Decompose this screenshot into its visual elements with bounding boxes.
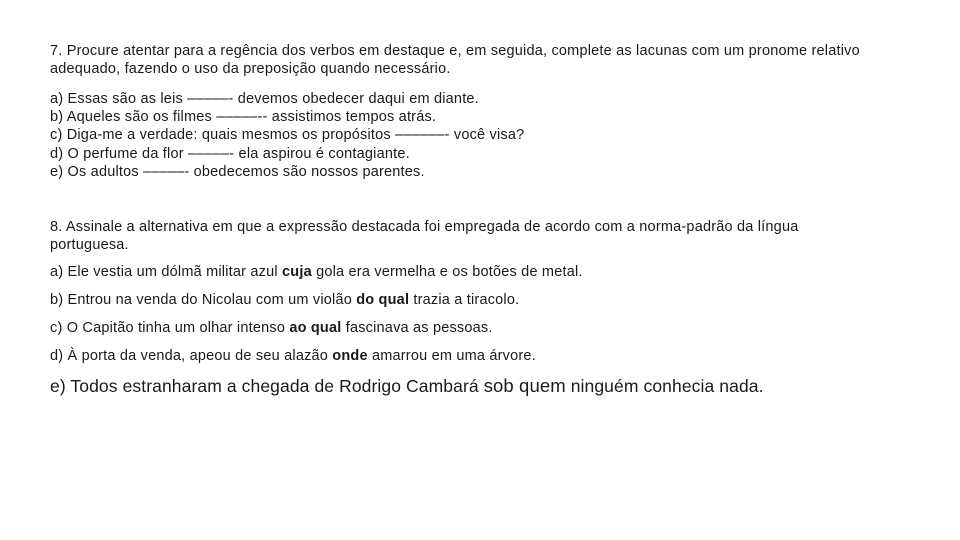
question-8-options — [50, 263, 870, 403]
option-text-before: b) Entrou na venda do Nicolau com um violão — [50, 292, 357, 308]
question-7-prompt: 7. Procure atentar para a regência dos verbos em destaque e, em seguida, complete as lacunas com um pronome relativo adequado, fazendo o uso da preposição quando necessário. — [50, 43, 860, 77]
question-7-item-b: b) Aqueles são os filmes –––––-- assistimos tempos atrás. — [50, 109, 437, 126]
option-text-before: d) À porta da venda, apeou de seu alazão — [50, 348, 333, 364]
option-text-after: amarrou em uma árvore. — [367, 348, 536, 364]
question-8-prompt: 8. Assinale a alternativa em que a expressão destacada foi empregada de acordo com a norma-padrão da língua portuguesa. — [50, 219, 799, 253]
option-text-before: c) O Capitão tinha um olhar intenso — [50, 320, 290, 336]
question-7 — [50, 42, 870, 181]
option-text-before: a) Ele vestia um dólmã militar azul — [50, 264, 283, 280]
question-7-item-c: c) Diga-me a verdade: quais mesmos os propósitos ––––––- você visa? — [50, 127, 525, 144]
question-7-items — [50, 90, 870, 181]
option-text-after: gola era vermelha e os botões de metal. — [311, 264, 583, 280]
option-highlight: ao qual — [289, 320, 342, 336]
option-text-after: fascinava as pessoas. — [341, 320, 493, 336]
option-highlight: cuja — [282, 264, 312, 280]
option-highlight: onde — [332, 348, 368, 364]
option-highlight: do qual — [356, 292, 410, 308]
option-text-after: ninguém conhecia nada. — [565, 376, 764, 396]
question-7-item-a: a) Essas são as leis –––––- devemos obedecer daqui em diante. — [50, 91, 479, 107]
question-8-option-a — [50, 263, 870, 291]
question-8-option-c — [50, 319, 870, 347]
question-7-item-e: e) Os adultos –––––- obedecemos são nossos parentes. — [50, 163, 425, 180]
question-7-item-d: d) O perfume da flor –––––- ela aspirou é contagiante. — [50, 145, 410, 162]
option-text-before: e) Todos estranharam a chegada de Rodrigo Cambará — [50, 376, 484, 396]
option-highlight: sob quem — [483, 375, 566, 396]
question-8-option-d — [50, 347, 870, 375]
question-8-option-b — [50, 291, 870, 319]
question-8 — [50, 218, 870, 403]
option-text-after: trazia a tiracolo. — [409, 292, 520, 308]
question-8-option-e — [50, 375, 870, 403]
